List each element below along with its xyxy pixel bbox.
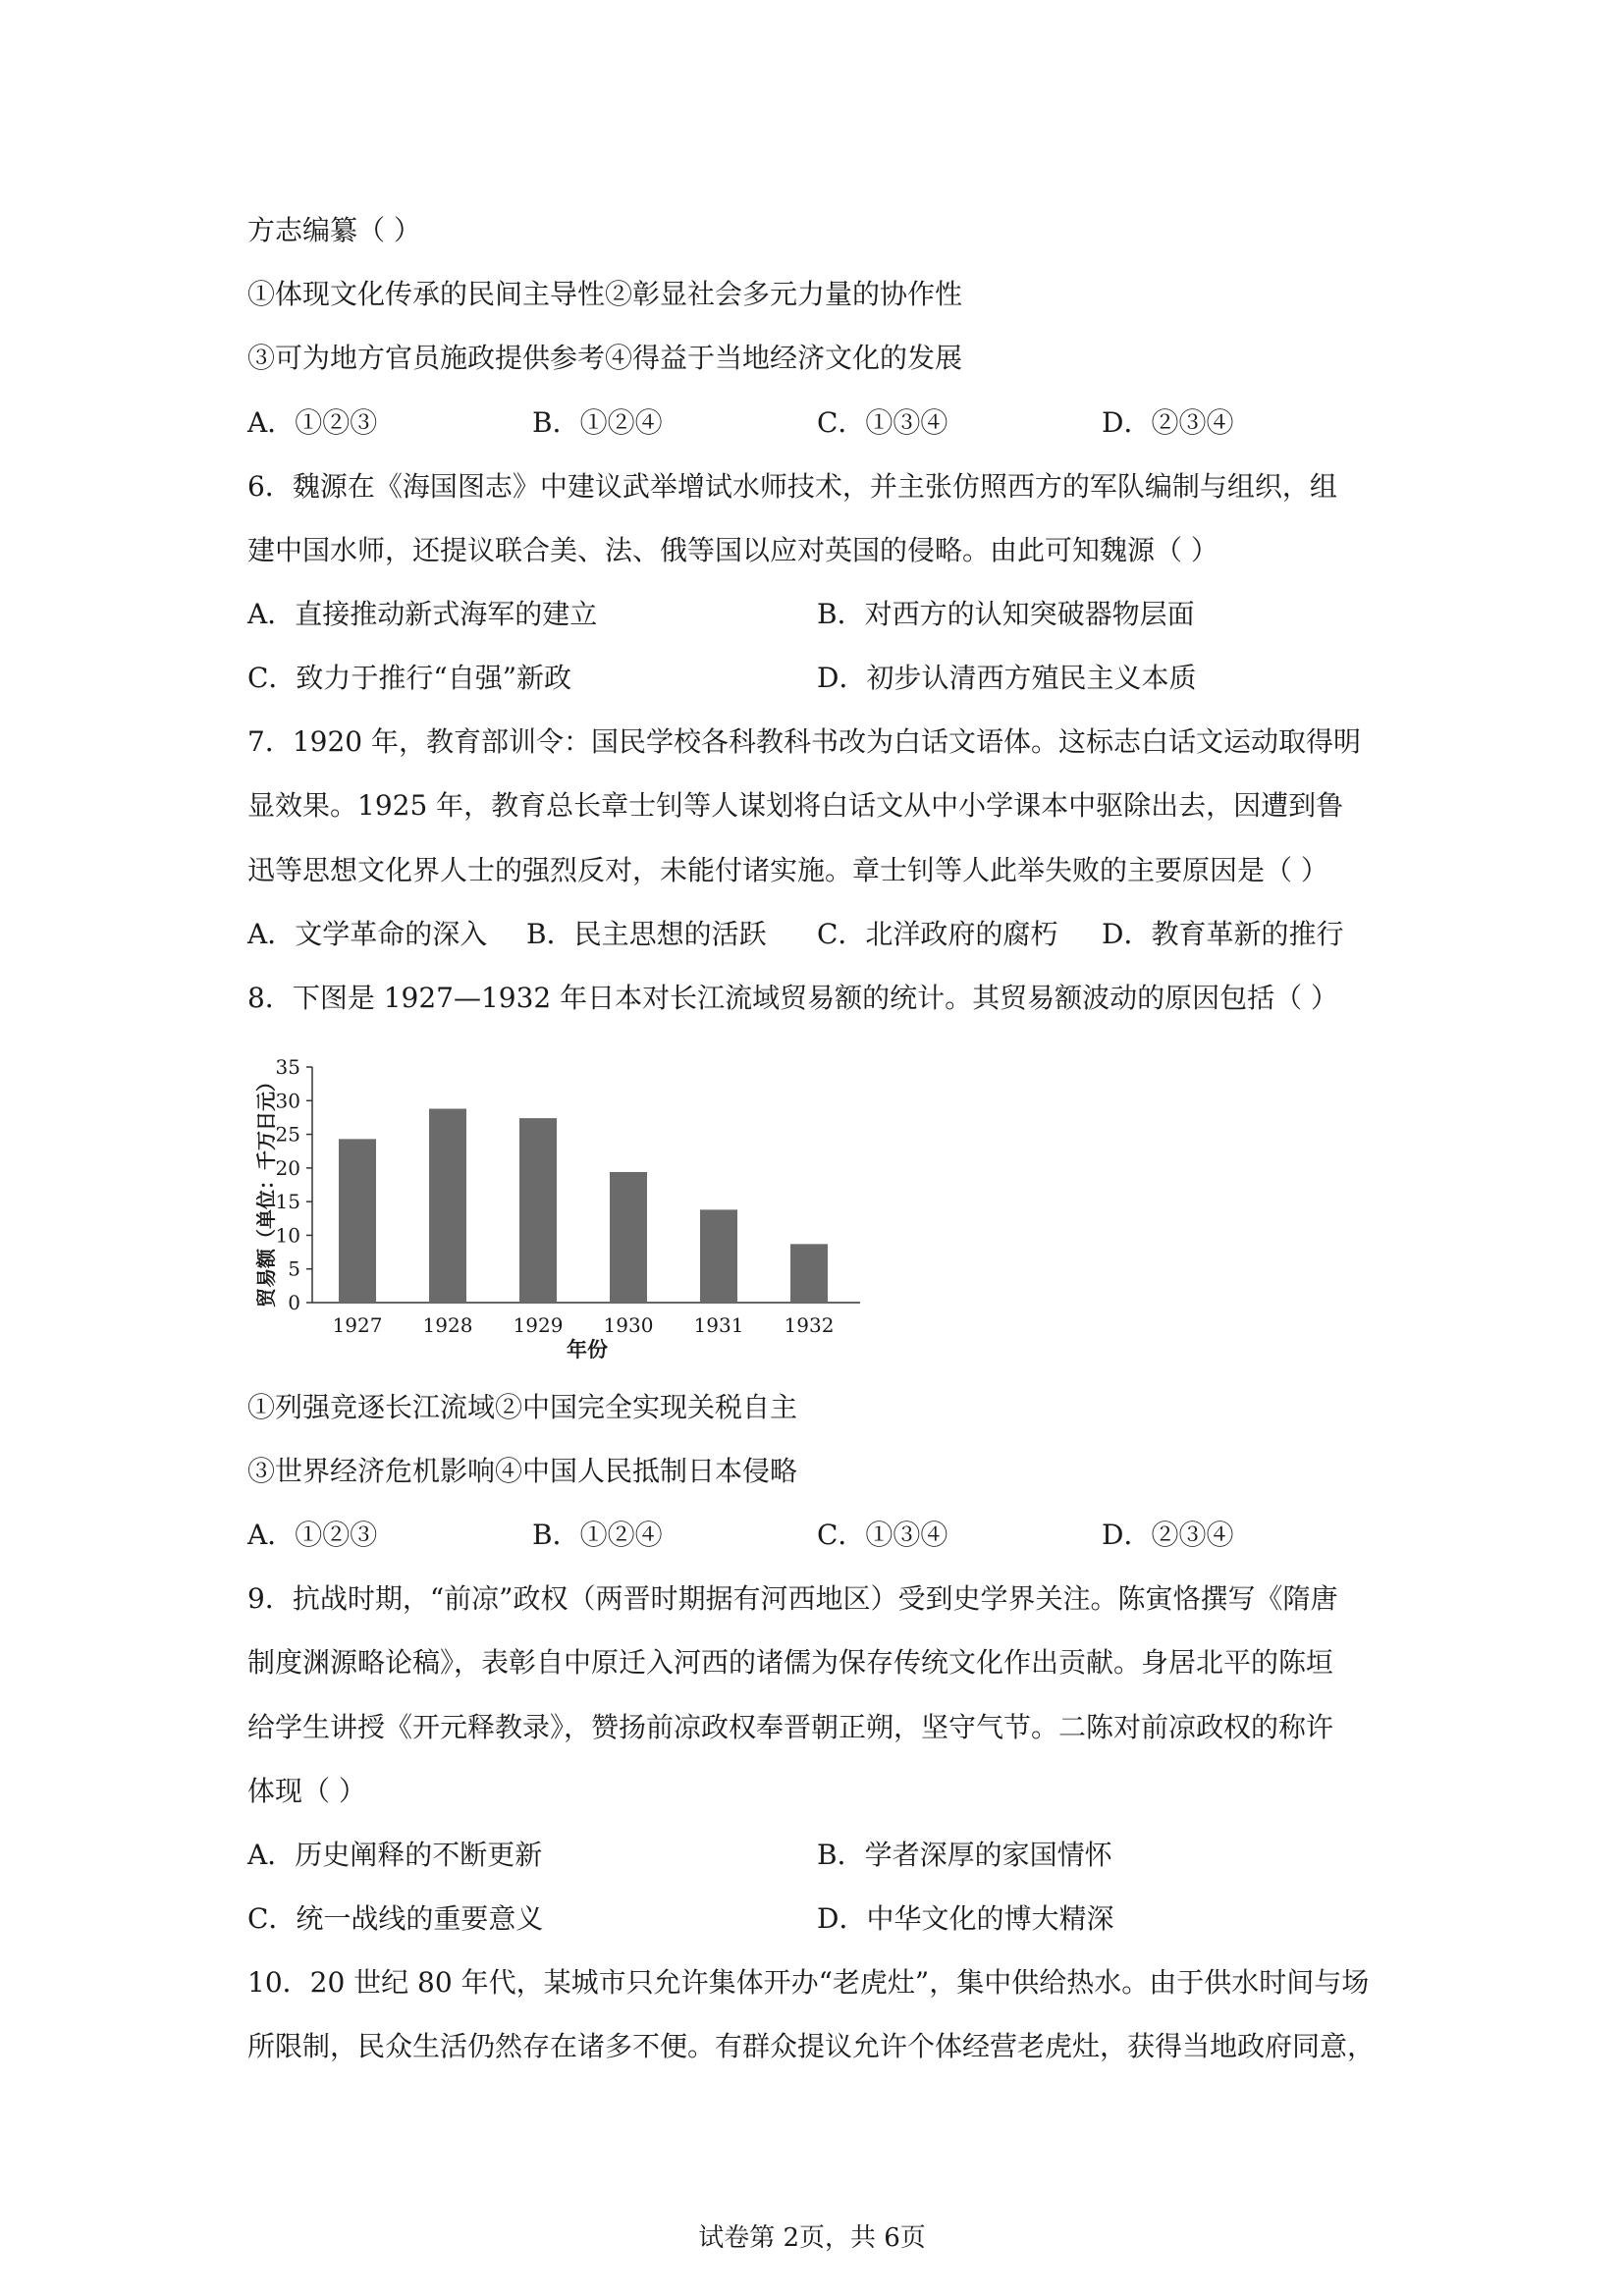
chart-y-tick-label: 0: [288, 1291, 300, 1314]
chart-bar: [700, 1209, 737, 1303]
q8-option-c: C．①③④: [817, 1519, 948, 1551]
q7-stem-line-1: 7．1920 年，教育部训令：国民学校各科教科书改为白话文语体。这标志白话文运动取得明: [247, 725, 1361, 758]
chart-bar: [429, 1109, 466, 1303]
chart-y-tick-label: 35: [275, 1055, 300, 1079]
q7-option-d: D．教育革新的推行: [1102, 918, 1344, 950]
q7-option-a: A．文学革命的深入: [247, 918, 488, 950]
q5-option-a: A．①②③: [247, 406, 378, 439]
chart-x-tick-label: 1929: [513, 1313, 564, 1337]
q8-option-d: D．②③④: [1102, 1519, 1234, 1551]
chart-y-tick-label: 30: [275, 1089, 300, 1113]
chart-y-axis-label: 贸易额（单位：千万日元）: [254, 1072, 278, 1308]
chart-bar: [610, 1172, 647, 1303]
q10-stem-line-1: 10．20 世纪 80 年代，某城市只允许集体开办“老虎灶”，集中供给热水。由于供水时间与场: [247, 1966, 1370, 1999]
chart-x-tick-label: 1928: [422, 1313, 473, 1337]
q6-option-c: C．致力于推行“自强”新政: [247, 662, 572, 694]
q8-statement-1: ①列强竞逐长江流域②中国完全实现关税自主: [247, 1391, 798, 1423]
q5-stem-tail: 方志编纂（ ）: [247, 214, 421, 246]
chart-bar: [519, 1118, 557, 1303]
trade-bar-chart: [245, 1041, 884, 1374]
q6-option-d: D．初步认清西方殖民主义本质: [817, 662, 1197, 694]
q9-option-b: B．学者深厚的家国情怀: [817, 1839, 1112, 1871]
chart-x-tick-label: 1930: [603, 1313, 654, 1337]
q8-stem: 8．下图是 1927—1932 年日本对长江流域贸易额的统计。其贸易额波动的原因包括（ ）: [247, 982, 1339, 1014]
q5-option-b: B．①②④: [532, 406, 663, 439]
q9-stem-line-2: 制度渊源略论稿》，表彰自中原迁入河西的诸儒为保存传统文化作出贡献。身居北平的陈垣: [247, 1646, 1334, 1679]
page-footer: 试卷第 2页，共 6页: [698, 2223, 926, 2253]
q7-option-c: C．北洋政府的腐朽: [817, 918, 1058, 950]
q8-option-b: B．①②④: [532, 1519, 663, 1551]
q5-option-c: C．①③④: [817, 406, 948, 439]
chart-y-tick-label: 10: [275, 1223, 300, 1248]
q5-statement-2: ③可为地方官员施政提供参考④得益于当地经济文化的发展: [247, 342, 963, 374]
q6-stem-line-1: 6．魏源在《海国图志》中建议武举增试水师技术，并主张仿照西方的军队编制与组织，组: [247, 470, 1337, 503]
q10-stem-line-2: 所限制，民众生活仍然存在诸多不便。有群众提议允许个体经营老虎灶，获得当地政府同意，: [247, 2030, 1376, 2062]
chart-x-tick-label: 1931: [693, 1313, 744, 1337]
chart-x-tick-label: 1927: [332, 1313, 383, 1337]
q9-option-d: D．中华文化的博大精深: [817, 1902, 1114, 1935]
q8-statement-2: ③世界经济危机影响④中国人民抵制日本侵略: [247, 1455, 798, 1487]
chart-bars: [339, 1109, 828, 1303]
chart-bar: [339, 1139, 376, 1303]
q5-statement-1: ①体现文化传承的民间主导性②彰显社会多元力量的协作性: [247, 278, 963, 310]
q6-option-b: B．对西方的认知突破器物层面: [817, 598, 1195, 630]
chart-y-tick-label: 25: [275, 1122, 300, 1147]
q9-option-a: A．历史阐释的不断更新: [247, 1839, 543, 1871]
q6-option-a: A．直接推动新式海军的建立: [247, 598, 598, 630]
q9-stem-line-1: 9．抗战时期，“前凉”政权（两晋时期据有河西地区）受到史学界关注。陈寅恪撰写《隋唐: [247, 1582, 1338, 1615]
chart-y-tick-label: 20: [275, 1155, 300, 1180]
q9-option-c: C．统一战线的重要意义: [247, 1902, 544, 1935]
q5-option-d: D．②③④: [1102, 406, 1234, 439]
q8-option-a: A．①②③: [247, 1519, 378, 1551]
chart-x-axis-label: 年份: [567, 1337, 608, 1362]
chart-axes: [312, 1067, 860, 1303]
chart-y-tick-label: 5: [288, 1256, 300, 1281]
chart-bar: [790, 1244, 828, 1303]
chart-y-tick-label: 15: [275, 1190, 300, 1214]
q9-stem-line-3: 给学生讲授《开元释教录》，赞扬前凉政权奉晋朝正朔，坚守气节。二陈对前凉政权的称许: [247, 1711, 1334, 1743]
q9-stem-line-4: 体现（ ）: [247, 1775, 366, 1807]
q7-stem-line-3: 迅等思想文化界人士的强烈反对，未能付诸实施。章士钊等人此举失败的主要原因是（ ）: [247, 854, 1328, 886]
chart-x-tick-label: 1932: [784, 1313, 835, 1337]
q7-stem-line-2: 显效果。1925 年，教育总长章士钊等人谋划将白话文从中小学课本中驱除出去，因遭到鲁: [247, 789, 1344, 822]
q6-stem-line-2: 建中国水师，还提议联合美、法、俄等国以应对英国的侵略。由此可知魏源（ ）: [247, 534, 1218, 566]
q7-option-b: B．民主思想的活跃: [526, 918, 767, 950]
